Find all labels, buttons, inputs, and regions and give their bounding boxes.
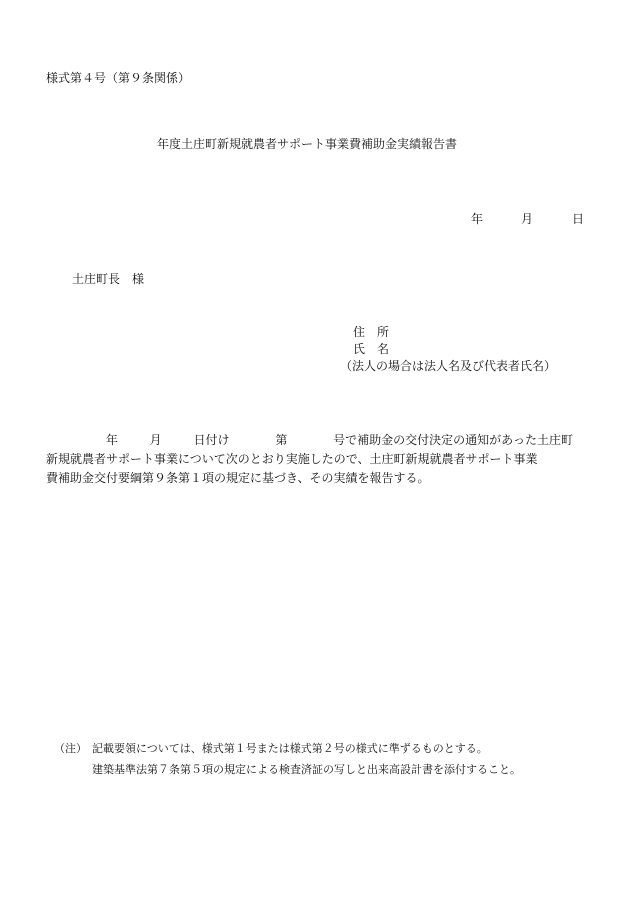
body-line-2: 新規就農者サポート事業について次のとおり実施したので、土庄町新規就農者サポート事業 <box>46 452 538 466</box>
notes-label: （注） <box>54 742 87 755</box>
document-title: 年度土庄町新規就農者サポート事業費補助金実績報告書 <box>157 137 458 151</box>
name-label: 氏 名 <box>353 342 390 356</box>
body-year-label: 年 <box>105 433 118 447</box>
date-month-label: 月 <box>521 212 534 226</box>
body-line-3: 費補助金交付要綱第９条第１項の規定に基づき、その実績を報告する。 <box>46 471 430 485</box>
note-item: 記載要領については、様式第１号または様式第２号の様式に準ずるものとする。 <box>92 742 488 755</box>
body-line-1 <box>46 431 586 450</box>
body-dai-label: 第 <box>275 433 288 447</box>
date-year-label: 年 <box>471 212 484 226</box>
body-line-1-rest: 号で補助金の交付決定の通知があった土庄町 <box>333 433 574 447</box>
addressee: 土庄町長 様 <box>72 272 145 286</box>
date-day-label: 日 <box>572 212 585 226</box>
report-body <box>46 431 586 488</box>
note-item: 建築基準法第７条第５項の規定による検査済証の写しと出来高設計書を添付すること。 <box>92 763 521 776</box>
body-month-label: 月 <box>149 433 162 447</box>
address-label: 住 所 <box>353 325 390 339</box>
corporate-note: （法人の場合は法人名及び代表者氏名） <box>340 359 557 373</box>
form-number: 様式第４号（第９条関係） <box>46 71 191 85</box>
body-dated-label: 日付け <box>193 433 230 447</box>
